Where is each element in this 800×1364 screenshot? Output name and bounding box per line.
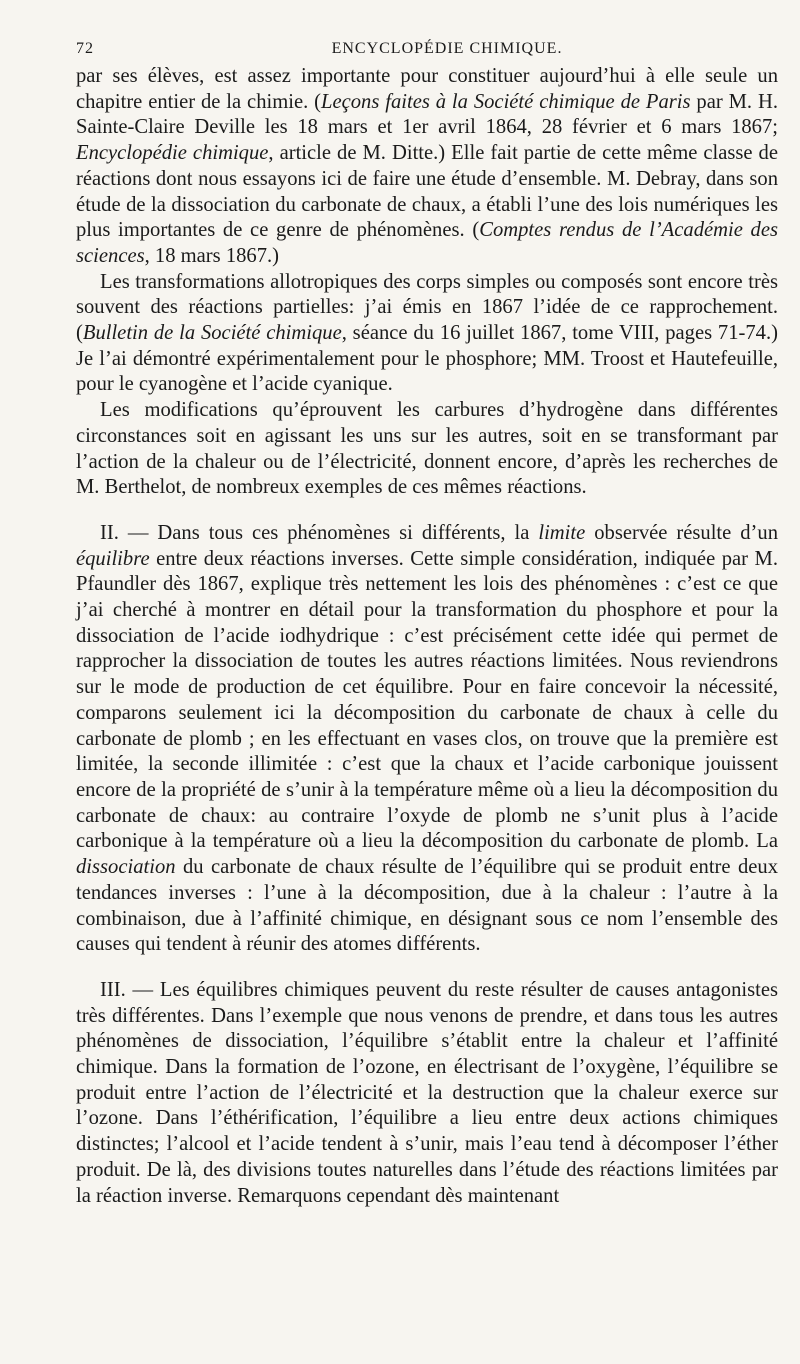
paragraph-2: Les transformations allotropiques des corps simples ou composés sont encore très souvent des réactions partielles: j’ai émis en 1867 l’idée de ce rapprochement. (Bulletin de la Société chimique, séance du 16 juillet 1867, tome VIII, pages 71-74.) Je l’ai démontré expérimentalement pour le phosphore; MM. Troost et Hautefeuille, pour le cyanogène et l’acide cyanique. [76, 270, 778, 396]
paragraph-1: par ses élèves, est assez importante pour constituer aujourd’hui à elle seule un chapitre entier de la chimie. (Leçons faites à la Société chimique de Paris par M. H. Sainte-Claire Deville les 18 mars et 1er avril 1864, 28 février et 6 mars 1867; Encyclopédie chimique, article de M. Ditte.) Elle fait partie de cette même classe de réactions dont nous essayons ici de faire une étude d’ensemble. M. Debray, dans son étude de la dissociation du carbonate de chaux, a établi l’une des lois numériques les plus importantes de ce genre de phénomènes. (Comptes rendus de l’Académie des sciences, 18 mars 1867.) [76, 65, 779, 267]
paragraph-3: Les modifications qu’éprouvent les carbures d’hydrogène dans différentes circonstances soit en agissant les uns sur les autres, soit en se transformant par l’action de la chaleur ou de l’électricité, donnent encore, d’après les recherches de M. Berthelot, de nombreux exemples de ces mêmes réactions. [76, 399, 778, 499]
body-text [76, 64, 778, 1209]
section-ii-paragraph: II. — Dans tous ces phénomènes si différents, la limite observée résulte d’un équilibre entre deux réactions inverses. Cette simple considération, indiquée par M. Pfaundler dès 1867, explique très nettement les lois des phénomènes : c’est ce que j’ai cherché à montrer en détail pour la transformation du phosphore et pour la dissociation de l’acide iodhydrique : c’est précisément cette idée qui permet de rapprocher la dissociation de toutes les autres réactions limitées. Nous reviendrons sur le mode de production de cet équilibre. Pour en faire concevoir la nécessité, comparons seulement ici la décomposition du carbonate de chaux à celle du carbonate de plomb ; en les effectuant en vases clos, on trouve que la première est limitée, la seconde illimitée : c’est que la chaux et l’acide carbonique jouissent encore de la propriété de s’unir à la température même où a lieu la décomposition du carbonate de chaux: au contraire l’oxyde de plomb ne s’unit plus à l’acide carbonique à la température où a lieu la décomposition du carbonate de plomb. La dissociation du carbonate de chaux résulte de l’équilibre qui se produit entre deux tendances inverses : l’une à la décomposition, due à la chaleur : l’autre à la combinaison, due à l’affinité chimique, en désignant sous ce nom l’ensemble des causes qui tendent à réunir des atomes différents. [76, 521, 778, 956]
page-number: 72 [76, 40, 94, 57]
section-iii-paragraph: III. — Les équilibres chimiques peuvent du reste résulter de causes antagonistes très différentes. Dans l’exemple que nous venons de prendre, et dans tous les autres phénomènes de dissociation, l’équilibre s’établit entre la chaleur et l’affinité chimique. Dans la formation de l’ozone, en électrisant de l’oxygène, l’équilibre se produit entre l’action de l’électricité et la destruction que la chaleur exerce sur l’ozone. Dans l’éthérification, l’équilibre a lieu entre deux actions chimiques distinctes; l’alcool et l’acide tendent à s’unir, mais l’eau tend à décomposer l’éther produit. De là, des divisions toutes naturelles dans l’étude des réactions limitées par la réaction inverse. Remarquons cependant dès maintenant [76, 978, 778, 1207]
running-title: ENCYCLOPÉDIE CHIMIQUE. [331, 40, 563, 57]
page-header [76, 30, 778, 64]
